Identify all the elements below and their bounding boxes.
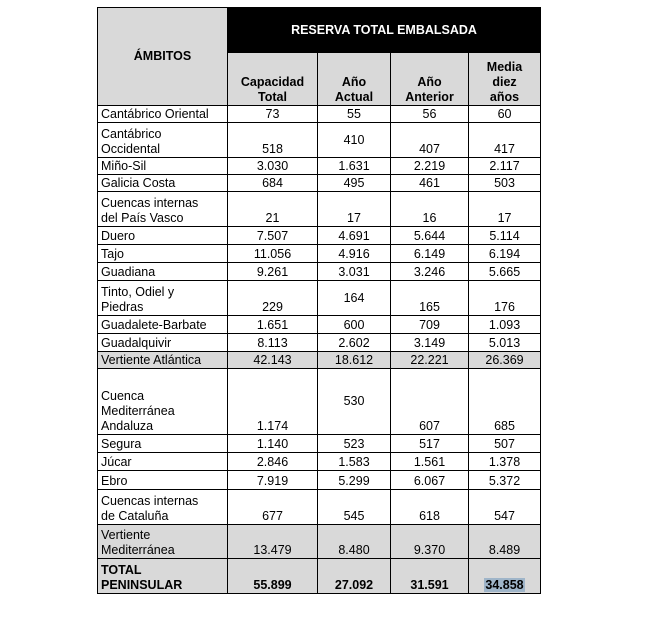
- row-name: [98, 369, 228, 435]
- row-value: [228, 471, 318, 490]
- row-value: [318, 471, 391, 490]
- row-value: [318, 175, 391, 192]
- value-text: 407: [419, 142, 440, 156]
- row-name-line: del País Vasco: [101, 211, 184, 225]
- row-value: [318, 369, 391, 435]
- row-name: [98, 453, 228, 471]
- value-text: 9.370: [413, 543, 446, 557]
- header-ambitos: ÁMBITOS: [98, 8, 228, 106]
- row-value: [391, 525, 469, 559]
- header-capacidad: Capacidad Total: [228, 53, 318, 106]
- row-value: [318, 281, 391, 316]
- value-text: 4.916: [338, 247, 370, 261]
- value-text: 22.221: [410, 353, 449, 367]
- value-text: 461: [419, 176, 440, 190]
- row-value: [469, 352, 541, 369]
- value-text: 600: [343, 318, 365, 332]
- value-text: 42.143: [253, 353, 292, 367]
- value-text: 1.561: [413, 455, 446, 469]
- row-name-line: Miño-Sil: [101, 159, 147, 173]
- table-row: [98, 175, 541, 192]
- value-text: 11.056: [253, 247, 292, 261]
- value-text: 164: [343, 290, 365, 305]
- row-name-line: Vertiente: [101, 528, 151, 542]
- value-text: 5.665: [488, 265, 521, 279]
- table-row: [98, 245, 541, 263]
- row-name-line: Cuencas internas: [101, 196, 199, 210]
- row-value: [228, 453, 318, 471]
- row-value: [318, 334, 391, 352]
- row-value: [391, 106, 469, 123]
- row-name-line: de Cataluña: [101, 509, 169, 523]
- row-value: [391, 369, 469, 435]
- row-value: [318, 123, 391, 158]
- table-row: [98, 334, 541, 352]
- row-value: [391, 245, 469, 263]
- value-text: 8.113: [257, 336, 288, 350]
- reserve-table: [97, 7, 541, 594]
- row-value: [391, 490, 469, 525]
- row-value: [318, 263, 391, 281]
- row-name-line: Mediterránea: [101, 404, 175, 418]
- row-value: [469, 123, 541, 158]
- value-text: 5.299: [338, 474, 370, 488]
- value-text: 503: [494, 176, 515, 190]
- row-name-line: Duero: [101, 229, 136, 243]
- row-value: [228, 245, 318, 263]
- row-name-line: Tajo: [101, 247, 124, 261]
- table-row: [98, 525, 541, 559]
- row-name-line: Guadiana: [101, 265, 156, 279]
- value-text: 8.489: [488, 543, 521, 557]
- value-text: 3.149: [413, 336, 446, 350]
- value-text: 677: [262, 509, 283, 523]
- row-name-line: Occidental: [101, 142, 161, 156]
- table-row: [98, 263, 541, 281]
- row-value: [228, 106, 318, 123]
- row-name: [98, 281, 228, 316]
- value-text: 9.261: [256, 265, 289, 279]
- row-name: [98, 123, 228, 158]
- row-value: [318, 192, 391, 227]
- value-text: 73: [265, 107, 280, 121]
- row-value: [228, 281, 318, 316]
- row-value: [469, 369, 541, 435]
- row-value: [469, 435, 541, 453]
- value-text: 618: [419, 509, 440, 523]
- value-text: 16: [422, 211, 437, 225]
- row-value: [228, 263, 318, 281]
- row-value: [391, 352, 469, 369]
- value-text: 1.631: [338, 159, 370, 173]
- row-name-line: Segura: [101, 437, 142, 451]
- table-row: [98, 227, 541, 245]
- row-name: [98, 471, 228, 490]
- header-title: RESERVA TOTAL EMBALSADA: [228, 8, 541, 53]
- row-value: [469, 192, 541, 227]
- value-text: 417: [494, 142, 515, 156]
- value-text: 8.480: [338, 543, 370, 557]
- row-value: [469, 559, 541, 594]
- row-name: [98, 559, 228, 594]
- row-value: [228, 192, 318, 227]
- row-value: [318, 158, 391, 175]
- row-value: [318, 453, 391, 471]
- header-ano-anterior: Año Anterior: [391, 53, 469, 106]
- value-text: 530: [343, 394, 365, 408]
- table-row: [98, 281, 541, 316]
- row-name-line: Cuenca: [101, 389, 145, 403]
- row-value: [391, 281, 469, 316]
- row-name-line: Galicia Costa: [101, 176, 176, 190]
- table-row: [98, 106, 541, 123]
- value-text: 6.194: [488, 247, 521, 261]
- value-text: 17: [347, 211, 361, 225]
- table-row: [98, 471, 541, 490]
- row-name-line: Guadalquivir: [101, 336, 172, 350]
- value-text: 2.219: [413, 159, 446, 173]
- row-value: [391, 158, 469, 175]
- row-name-line: Cantábrico Oriental: [101, 107, 209, 121]
- value-text: 34.858: [485, 578, 524, 592]
- value-text: 5.644: [413, 229, 446, 243]
- value-text: 495: [343, 176, 365, 190]
- value-text: 5.013: [488, 336, 521, 350]
- row-name: [98, 352, 228, 369]
- row-name-line: Cuencas internas: [101, 494, 199, 508]
- row-value: [391, 471, 469, 490]
- row-name: [98, 106, 228, 123]
- value-text: 7.919: [256, 474, 289, 488]
- row-value: [228, 352, 318, 369]
- table-row: [98, 490, 541, 525]
- row-name-line: Guadalete-Barbate: [101, 318, 207, 332]
- row-name: [98, 334, 228, 352]
- header-ano-actual: Año Actual: [318, 53, 391, 106]
- table-row: [98, 316, 541, 334]
- value-text: 1.093: [488, 318, 521, 332]
- row-name-line: PENINSULAR: [101, 578, 183, 592]
- value-text: 607: [419, 419, 440, 433]
- row-value: [391, 559, 469, 594]
- row-name-line: Piedras: [101, 300, 144, 314]
- row-name: [98, 227, 228, 245]
- value-text: 3.030: [256, 159, 289, 173]
- row-value: [391, 263, 469, 281]
- row-value: [469, 281, 541, 316]
- value-text: 18.612: [334, 353, 374, 367]
- value-text: 165: [419, 300, 440, 314]
- row-value: [318, 316, 391, 334]
- row-value: [228, 175, 318, 192]
- value-text: 21: [265, 211, 280, 225]
- value-text: 17: [497, 211, 512, 225]
- value-text: 684: [262, 176, 283, 190]
- value-text: 1.378: [488, 455, 521, 469]
- table-row: [98, 435, 541, 453]
- value-text: 229: [262, 300, 283, 314]
- row-value: [228, 158, 318, 175]
- table-row: [98, 369, 541, 435]
- row-value: [391, 453, 469, 471]
- row-name-line: Mediterránea: [101, 543, 175, 557]
- row-value: [391, 316, 469, 334]
- row-value: [228, 334, 318, 352]
- value-text: 7.507: [256, 229, 289, 243]
- row-value: [391, 175, 469, 192]
- row-value: [469, 158, 541, 175]
- row-value: [469, 263, 541, 281]
- value-text: 55: [347, 107, 361, 121]
- table-row: [98, 123, 541, 158]
- row-value: [318, 245, 391, 263]
- row-name: [98, 435, 228, 453]
- row-name: [98, 490, 228, 525]
- value-text: 6.149: [413, 247, 446, 261]
- row-value: [318, 559, 391, 594]
- row-name-line: TOTAL: [101, 563, 142, 577]
- value-text: 4.691: [338, 229, 370, 243]
- table-row: [98, 192, 541, 227]
- row-name: [98, 158, 228, 175]
- value-text: 31.591: [410, 578, 449, 592]
- row-name-line: Júcar: [101, 455, 132, 469]
- value-text: 410: [343, 132, 365, 147]
- value-text: 1.174: [256, 419, 289, 433]
- table-row: [98, 559, 541, 594]
- value-text: 709: [419, 318, 440, 332]
- row-name-line: Cantábrico: [101, 127, 162, 141]
- table-row: [98, 352, 541, 369]
- value-text: 3.031: [338, 265, 370, 279]
- row-value: [469, 227, 541, 245]
- row-value: [228, 490, 318, 525]
- row-name: [98, 316, 228, 334]
- row-name: [98, 175, 228, 192]
- value-text: 547: [494, 509, 515, 523]
- row-value: [228, 435, 318, 453]
- value-text: 1.651: [256, 318, 289, 332]
- value-text: 3.246: [413, 265, 446, 279]
- row-value: [391, 123, 469, 158]
- value-text: 2.602: [338, 336, 370, 350]
- value-text: 56: [422, 107, 437, 121]
- row-value: [391, 192, 469, 227]
- value-text: 55.899: [253, 578, 292, 592]
- row-value: [469, 471, 541, 490]
- row-value: [228, 525, 318, 559]
- value-text: 685: [494, 419, 515, 433]
- row-value: [469, 453, 541, 471]
- value-text: 176: [494, 300, 515, 314]
- row-value: [318, 106, 391, 123]
- value-text: 5.114: [489, 229, 520, 243]
- value-text: 545: [343, 509, 365, 523]
- row-value: [391, 227, 469, 245]
- row-value: [469, 316, 541, 334]
- row-value: [469, 175, 541, 192]
- row-value: [318, 352, 391, 369]
- row-value: [391, 435, 469, 453]
- value-text: 5.372: [488, 474, 521, 488]
- row-value: [228, 559, 318, 594]
- row-value: [228, 369, 318, 435]
- table-row: [98, 158, 541, 175]
- value-text: 27.092: [334, 578, 374, 592]
- value-text: 60: [497, 107, 512, 121]
- row-value: [318, 490, 391, 525]
- row-name: [98, 263, 228, 281]
- value-text: 523: [343, 437, 365, 451]
- value-text: 6.067: [413, 474, 446, 488]
- row-name: [98, 192, 228, 227]
- row-name-line: Vertiente Atlántica: [101, 353, 202, 367]
- row-name-line: Tinto, Odiel y: [101, 285, 175, 299]
- value-text: 507: [494, 437, 515, 451]
- header-media: Media diez años: [469, 53, 541, 106]
- row-name: [98, 245, 228, 263]
- value-text: 1.583: [338, 455, 370, 469]
- row-name-line: Andaluza: [101, 419, 154, 433]
- table-body: [98, 106, 541, 594]
- row-value: [318, 227, 391, 245]
- row-value: [469, 525, 541, 559]
- value-text: 518: [262, 142, 283, 156]
- row-name: [98, 525, 228, 559]
- row-value: [469, 106, 541, 123]
- row-value: [228, 227, 318, 245]
- row-value: [469, 245, 541, 263]
- value-text: 517: [419, 437, 440, 451]
- row-value: [391, 334, 469, 352]
- row-value: [469, 334, 541, 352]
- row-name-line: Ebro: [101, 474, 128, 488]
- value-text: 26.369: [485, 353, 524, 367]
- table-row: [98, 453, 541, 471]
- row-value: [318, 435, 391, 453]
- value-text: 1.140: [256, 437, 289, 451]
- row-value: [228, 316, 318, 334]
- value-text: 13.479: [253, 543, 292, 557]
- value-text: 2.846: [256, 455, 289, 469]
- row-value: [469, 490, 541, 525]
- value-text: 2.117: [489, 159, 520, 173]
- row-value: [228, 123, 318, 158]
- row-value: [318, 525, 391, 559]
